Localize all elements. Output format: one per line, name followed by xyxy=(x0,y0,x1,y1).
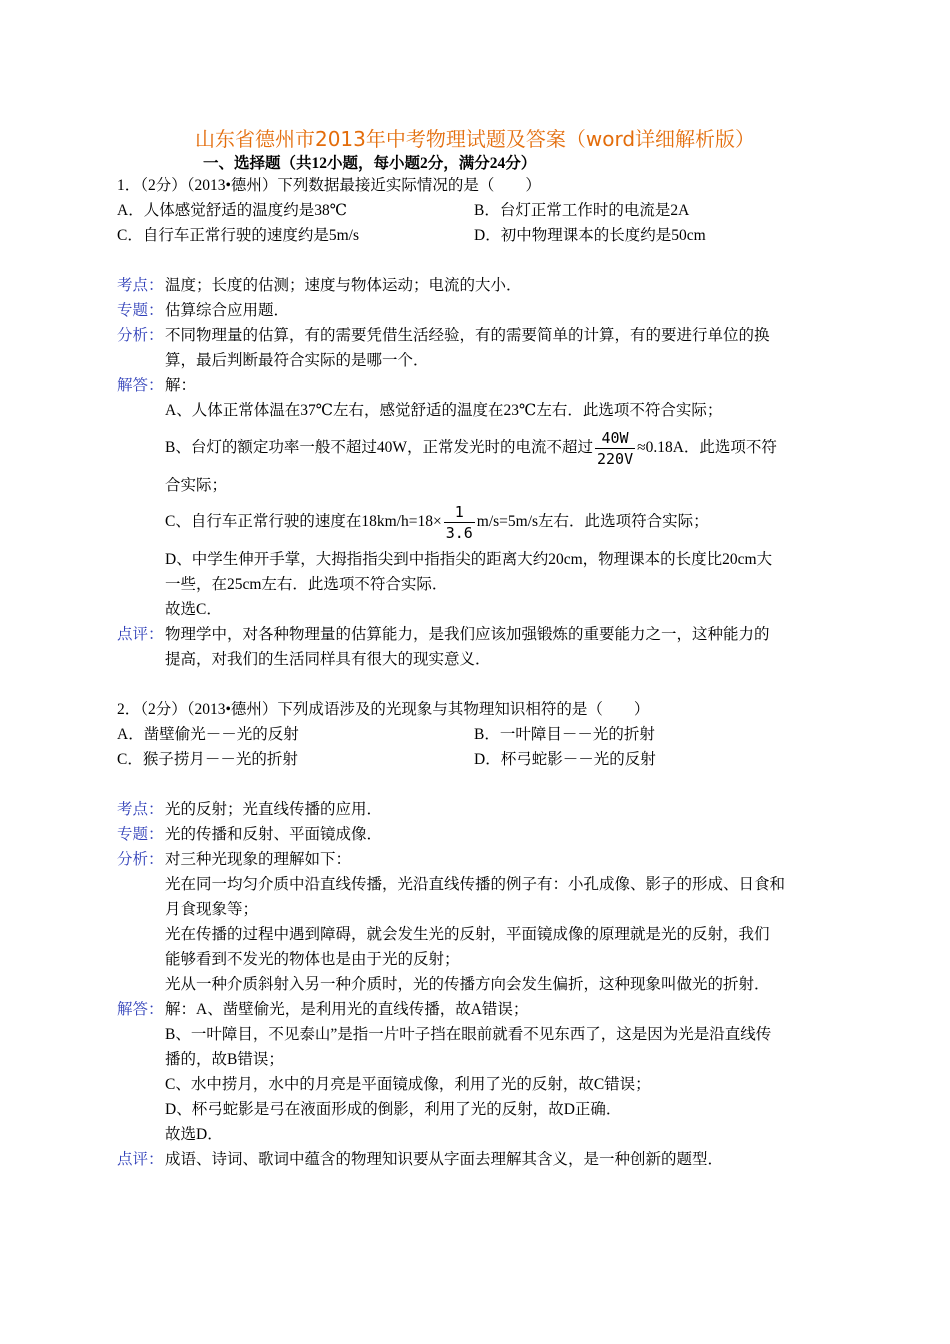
q2-fenxi-line6: 光从一种介质斜射入另一种介质时，光的传播方向会发生偏折，这种现象叫做光的折射． xyxy=(165,976,770,993)
fraction-numerator: 40W xyxy=(595,428,635,449)
q1-jieda-b xyxy=(165,428,777,469)
q1-fenxi-line2: 算，最后判断最符合实际的是哪一个． xyxy=(165,352,429,369)
q2-fenxi-line5: 能够看到不发光的物体也是由于光的反射； xyxy=(165,951,460,968)
q2-stem: 2．（2分）（2013•德州）下列成语涉及的光现象与其物理知识相符的是（ ） xyxy=(117,701,650,718)
q2-zhuanti-label: 专题： xyxy=(117,826,164,843)
q1-jieda-b-line2: 合实际； xyxy=(165,477,228,494)
q2-fenxi-line4: 光在传播的过程中遇到障碍，就会发生光的反射，平面镜成像的原理就是光的反射，我们 xyxy=(165,926,770,943)
q2-jieda-label: 解答： xyxy=(117,1001,164,1018)
q1-option-b: B．台灯正常工作时的电流是2A xyxy=(474,202,690,219)
q2-option-c: C．猴子捞月－－光的折射 xyxy=(117,751,298,768)
q2-option-d: D．杯弓蛇影－－光的反射 xyxy=(474,751,656,768)
q1-stem: 1．（2分）（2013•德州）下列数据最接近实际情况的是（ ） xyxy=(117,177,541,194)
q2-jieda-line1: 解：A、凿壁偷光，是利用光的直线传播，故A错误； xyxy=(165,1001,529,1018)
q2-kaodian-label: 考点： xyxy=(117,801,164,818)
q1-kaodian-label: 考点： xyxy=(117,277,164,294)
q1-zhuanti: 估算综合应用题． xyxy=(165,302,290,319)
q2-fenxi-line3: 月食现象等； xyxy=(165,901,259,918)
q1-jieda-d-line2: 一些，在25cm左右．此选项不符合实际． xyxy=(165,576,448,593)
q1-jieda-end: 故选C． xyxy=(165,601,222,618)
q2-jieda-line3: 播的，故B错误； xyxy=(165,1051,284,1068)
q1-jieda-b-pre: B、台灯的额定功率一般不超过40W，正常发光时的电流不超过 xyxy=(165,439,593,457)
fraction-numerator: 1 xyxy=(444,502,475,523)
q2-jieda-line5: D、杯弓蛇影是弓在液面形成的倒影，利用了光的反射，故D正确． xyxy=(165,1101,622,1118)
q1-option-d: D．初中物理课本的长度约是50cm xyxy=(474,227,706,244)
q2-fenxi-line1: 对三种光现象的理解如下： xyxy=(165,851,352,868)
section-header: 一、选择题（共12小题，每小题2分，满分24分） xyxy=(203,155,537,172)
q1-dianping-line1: 物理学中，对各种物理量的估算能力，是我们应该加强锻炼的重要能力之一，这种能力的 xyxy=(165,626,770,643)
q1-jieda-a: A、人体正常体温在37℃左右，感觉舒适的温度在23℃左右．此选项不符合实际； xyxy=(165,402,723,419)
q2-option-b: B．一叶障目－－光的折射 xyxy=(474,726,655,743)
q1-jieda-b-post: ≈0.18A．此选项不符 xyxy=(637,439,777,457)
q2-dianping-line1: 成语、诗词、歌词中蕴含的物理知识要从字面去理解其含义，是一种创新的题型． xyxy=(165,1151,724,1168)
q2-dianping-label: 点评： xyxy=(117,1151,164,1168)
q1-zhuanti-label: 专题： xyxy=(117,302,164,319)
q2-fenxi-label: 分析： xyxy=(117,851,164,868)
fraction-denominator: 220V xyxy=(596,450,634,468)
q1-jieda-c-fraction xyxy=(444,502,475,543)
q2-zhuanti: 光的传播和反射、平面镜成像． xyxy=(165,826,383,843)
q1-fenxi-line1: 不同物理量的估算，有的需要凭借生活经验，有的需要简单的计算，有的要进行单位的换 xyxy=(165,327,770,344)
q2-jieda-line2: B、一叶障目，不见泰山”是指一片叶子挡在眼前就看不见东西了，这是因为光是沿直线传 xyxy=(165,1026,772,1043)
q1-jieda-d-line1: D、中学生伸开手掌，大拇指指尖到中指指尖的距离大约20cm，物理课本的长度比20cm大 xyxy=(165,551,773,568)
q1-jieda-line0: 解： xyxy=(165,377,197,394)
q1-jieda-c xyxy=(165,502,709,543)
q2-jieda-end: 故选D． xyxy=(165,1126,223,1143)
q1-jieda-label: 解答： xyxy=(117,377,164,394)
q2-kaodian: 光的反射；光直线传播的应用． xyxy=(165,801,383,818)
q1-jieda-c-post: m/s=5m/s左右．此选项符合实际； xyxy=(476,513,709,531)
q1-dianping-line2: 提高，对我们的生活同样具有很大的现实意义． xyxy=(165,651,491,668)
q2-jieda-line4: C、水中捞月，水中的月亮是平面镜成像，利用了光的反射，故C错误； xyxy=(165,1076,651,1093)
q2-option-a: A．凿壁偷光－－光的反射 xyxy=(117,726,299,743)
document-title: 山东省德州市2013年中考物理试题及答案（word详细解析版） xyxy=(194,127,756,151)
q1-dianping-label: 点评： xyxy=(117,626,164,643)
q1-jieda-b-fraction xyxy=(595,428,635,469)
q1-jieda-c-pre: C、自行车正常行驶的速度在18km/h=18× xyxy=(165,513,442,531)
fraction-denominator: 3.6 xyxy=(445,524,473,542)
q1-fenxi-label: 分析： xyxy=(117,327,164,344)
q1-option-a: A．人体感觉舒适的温度约是38℃ xyxy=(117,202,348,219)
q1-kaodian: 温度；长度的估测；速度与物体运动；电流的大小． xyxy=(165,277,522,294)
q1-option-c: C．自行车正常行驶的速度约是5m/s xyxy=(117,227,359,244)
q2-fenxi-line2: 光在同一均匀介质中沿直线传播，光沿直线传播的例子有：小孔成像、影子的形成、日食和 xyxy=(165,876,786,893)
